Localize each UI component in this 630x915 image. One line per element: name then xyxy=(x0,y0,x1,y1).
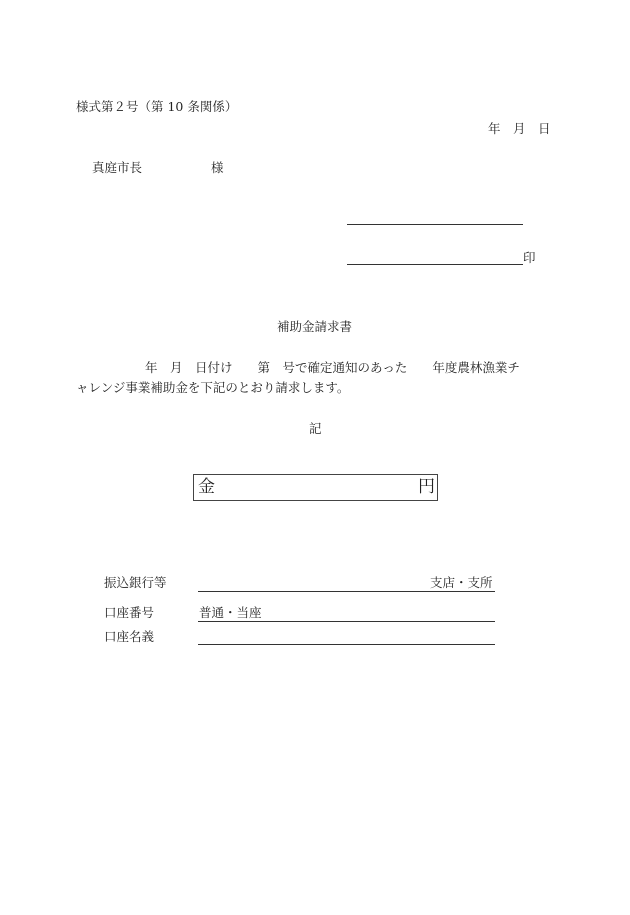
account-type: 普通・当座 xyxy=(199,605,262,620)
bank-name-line[interactable] xyxy=(198,591,495,592)
applicant-address-line[interactable] xyxy=(347,224,523,225)
document-title: 補助金請求書 xyxy=(277,319,353,334)
addressee-honorific: 様 xyxy=(211,160,224,175)
ki-mark: 記 xyxy=(309,421,322,436)
amount-prefix: 金 xyxy=(198,477,215,497)
account-name-line[interactable] xyxy=(198,644,495,645)
body-line-1: 年 月 日付け 第 号で確定通知のあった 年度農林漁業チ xyxy=(145,360,520,375)
bank-label: 振込銀行等 xyxy=(104,575,167,590)
account-number-line[interactable] xyxy=(198,621,495,622)
seal-mark: 印 xyxy=(523,250,536,265)
account-number-label: 口座番号 xyxy=(104,605,155,620)
form-number: 様式第２号（第 10 条関係） xyxy=(76,99,238,114)
body-line-2: ャレンジ事業補助金を下記のとおり請求します。 xyxy=(76,380,350,395)
applicant-name-line[interactable] xyxy=(347,264,523,265)
branch-label: 支店・支所 xyxy=(430,575,493,590)
account-name-label: 口座名義 xyxy=(104,629,155,644)
amount-suffix: 円 xyxy=(418,477,435,497)
amount-box[interactable] xyxy=(193,474,438,501)
date-line: 年 月 日 xyxy=(488,121,551,136)
addressee-mayor: 真庭市長 xyxy=(92,160,143,175)
